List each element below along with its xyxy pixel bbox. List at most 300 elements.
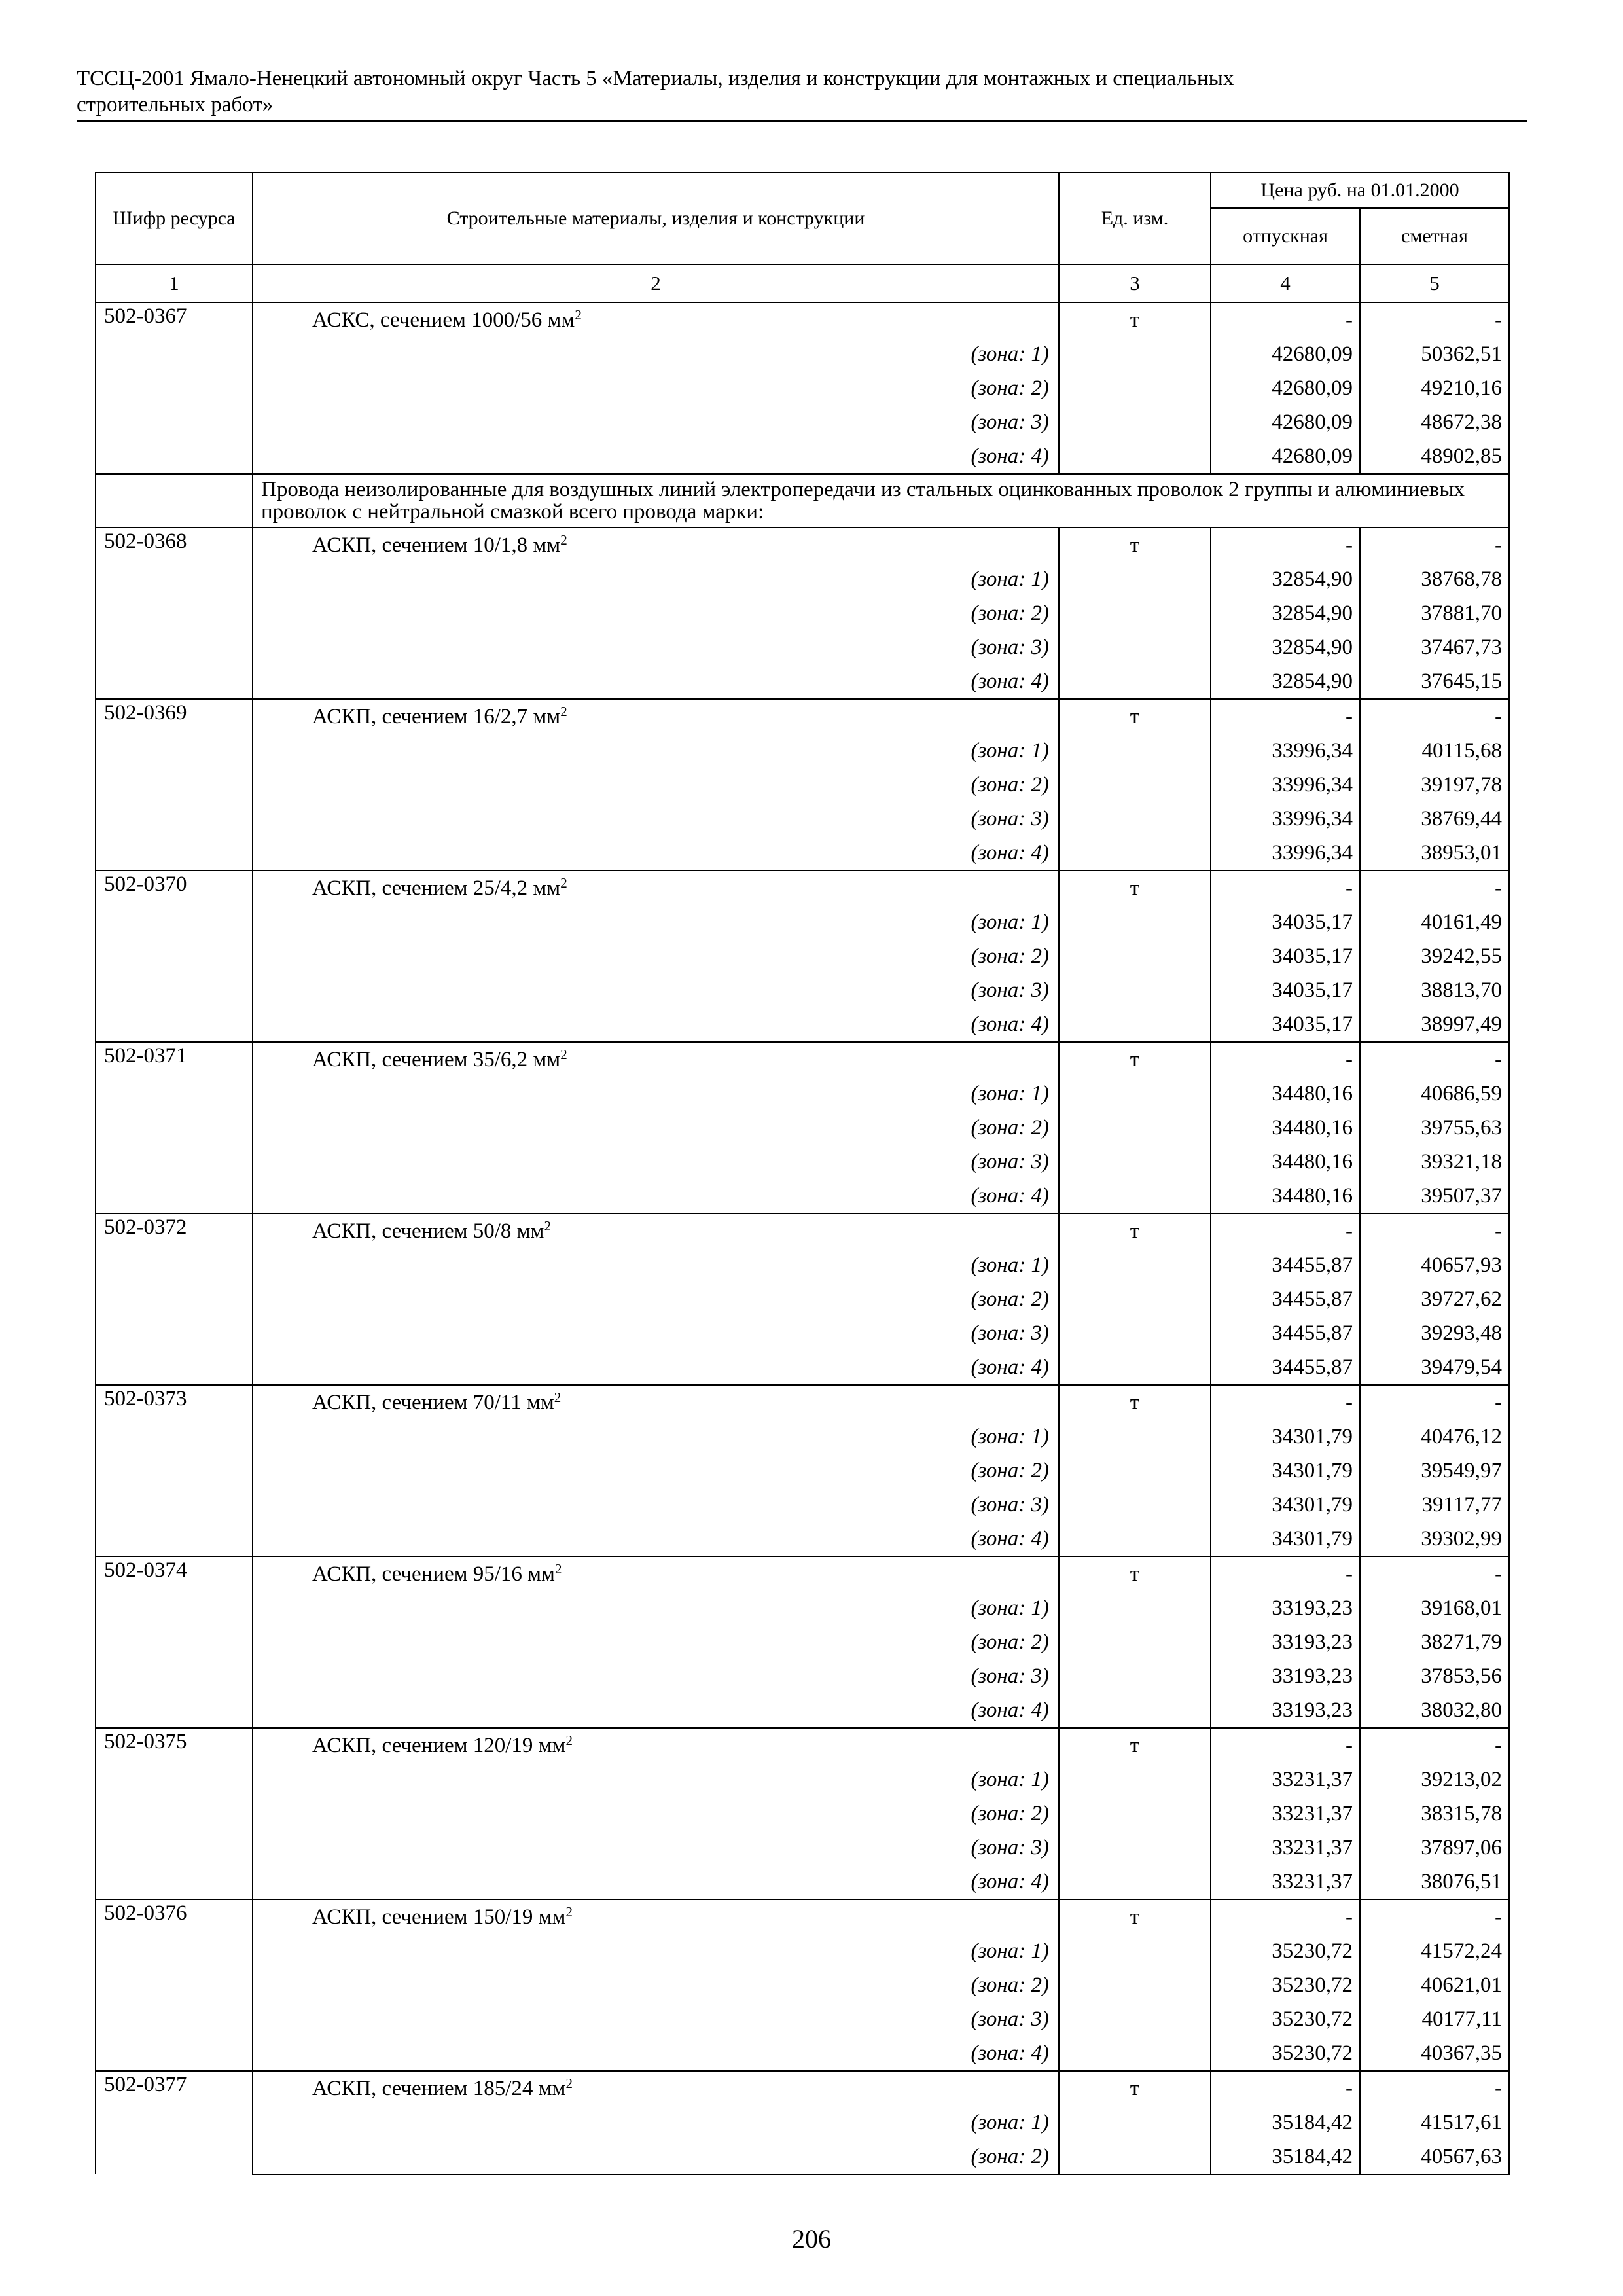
release-price: 33231,37 — [1211, 1797, 1360, 1831]
zone-row — [96, 1693, 1509, 1728]
material-name — [253, 1385, 1059, 1420]
unit-empty — [1059, 768, 1211, 802]
resource-code: 502-0370 — [96, 870, 253, 1042]
unit-empty — [1059, 1659, 1211, 1693]
estimate-price: 38813,70 — [1360, 973, 1509, 1007]
group-row — [96, 474, 1509, 528]
unit-empty — [1059, 2002, 1211, 2036]
table-row — [96, 1556, 1509, 1591]
zone-row — [96, 1488, 1509, 1522]
material-name-text: АСКП, сечением 25/4,2 мм — [312, 876, 561, 900]
zone-label: (зона: 4) — [253, 1007, 1059, 1042]
release-price: - — [1211, 699, 1360, 734]
release-price: 33231,37 — [1211, 1831, 1360, 1865]
release-price: 34455,87 — [1211, 1282, 1360, 1316]
zone-label: (зона: 1) — [253, 337, 1059, 371]
zone-row — [96, 337, 1509, 371]
zone-row — [96, 1145, 1509, 1179]
zone-label: (зона: 2) — [253, 596, 1059, 630]
release-price: 35230,72 — [1211, 2002, 1360, 2036]
release-price: 34301,79 — [1211, 1454, 1360, 1488]
release-price: - — [1211, 1899, 1360, 1934]
zone-row — [96, 1659, 1509, 1693]
release-price: - — [1211, 2071, 1360, 2106]
unit-empty — [1059, 1865, 1211, 1899]
unit-empty — [1059, 664, 1211, 699]
unit-superscript: 2 — [554, 1561, 562, 1577]
release-price: 42680,09 — [1211, 439, 1360, 474]
col-header-price: Цена руб. на 01.01.2000 — [1211, 173, 1509, 208]
release-price: 33996,34 — [1211, 768, 1360, 802]
zone-label: (зона: 1) — [253, 734, 1059, 768]
zone-row — [96, 2140, 1509, 2174]
estimate-price: 49210,16 — [1360, 371, 1509, 405]
zone-label: (зона: 3) — [253, 630, 1059, 664]
estimate-price: 38953,01 — [1360, 836, 1509, 870]
unit-empty — [1059, 1831, 1211, 1865]
release-price: 33996,34 — [1211, 802, 1360, 836]
zone-row — [96, 2002, 1509, 2036]
zone-row — [96, 734, 1509, 768]
zone-row — [96, 2036, 1509, 2071]
estimate-price: 39755,63 — [1360, 1111, 1509, 1145]
unit-empty — [1059, 596, 1211, 630]
release-price: 35184,42 — [1211, 2140, 1360, 2174]
zone-row — [96, 1454, 1509, 1488]
zone-label: (зона: 3) — [253, 1145, 1059, 1179]
material-name-text: АСКП, сечением 150/19 мм — [312, 1905, 566, 1929]
unit-empty — [1059, 1145, 1211, 1179]
estimate-price: - — [1360, 1385, 1509, 1420]
estimate-price: 40621,01 — [1360, 1968, 1509, 2002]
zone-label: (зона: 4) — [253, 439, 1059, 474]
zone-label: (зона: 4) — [253, 1179, 1059, 1213]
unit-superscript: 2 — [575, 307, 582, 323]
resource-code: 502-0375 — [96, 1728, 253, 1899]
estimate-price: 40567,63 — [1360, 2140, 1509, 2174]
release-price: 33231,37 — [1211, 1763, 1360, 1797]
material-name — [253, 1213, 1059, 1248]
unit-empty — [1059, 802, 1211, 836]
unit-empty — [1059, 1625, 1211, 1659]
release-price: 34035,17 — [1211, 939, 1360, 973]
release-price: 34480,16 — [1211, 1145, 1360, 1179]
estimate-price: - — [1360, 1556, 1509, 1591]
release-price: 33996,34 — [1211, 734, 1360, 768]
zone-row — [96, 1797, 1509, 1831]
zone-label: (зона: 4) — [253, 1522, 1059, 1556]
unit-empty — [1059, 1591, 1211, 1625]
unit-empty — [1059, 1934, 1211, 1968]
estimate-price: 39293,48 — [1360, 1316, 1509, 1350]
estimate-price: 39117,77 — [1360, 1488, 1509, 1522]
release-price: 34035,17 — [1211, 1007, 1360, 1042]
zone-row — [96, 405, 1509, 439]
unit-superscript: 2 — [560, 704, 567, 719]
zone-row — [96, 1522, 1509, 1556]
zone-label: (зона: 2) — [253, 939, 1059, 973]
unit-empty — [1059, 630, 1211, 664]
zone-row — [96, 905, 1509, 939]
price-table — [95, 172, 1510, 2175]
estimate-price: 38315,78 — [1360, 1797, 1509, 1831]
release-price: - — [1211, 870, 1360, 905]
zone-row — [96, 1007, 1509, 1042]
estimate-price: 40657,93 — [1360, 1248, 1509, 1282]
zone-row — [96, 1420, 1509, 1454]
unit-superscript: 2 — [544, 1218, 551, 1234]
estimate-price: 40177,11 — [1360, 2002, 1509, 2036]
estimate-price: 39507,37 — [1360, 1179, 1509, 1213]
zone-label: (зона: 3) — [253, 1659, 1059, 1693]
zone-row — [96, 562, 1509, 596]
release-price: 33193,23 — [1211, 1659, 1360, 1693]
table-row — [96, 1385, 1509, 1420]
release-price: 34301,79 — [1211, 1420, 1360, 1454]
group-code-empty — [96, 474, 253, 528]
zone-label: (зона: 2) — [253, 371, 1059, 405]
zone-row — [96, 439, 1509, 474]
unit-empty — [1059, 1522, 1211, 1556]
table-row — [96, 1899, 1509, 1934]
release-price: - — [1211, 1385, 1360, 1420]
unit-empty — [1059, 1111, 1211, 1145]
release-price: 42680,09 — [1211, 405, 1360, 439]
material-name — [253, 1728, 1059, 1763]
unit-empty — [1059, 734, 1211, 768]
estimate-price: 37467,73 — [1360, 630, 1509, 664]
zone-label: (зона: 1) — [253, 905, 1059, 939]
zone-label: (зона: 4) — [253, 1693, 1059, 1728]
estimate-price: 40161,49 — [1360, 905, 1509, 939]
unit-superscript: 2 — [565, 2075, 573, 2091]
release-price: 34480,16 — [1211, 1111, 1360, 1145]
zone-label: (зона: 3) — [253, 802, 1059, 836]
zone-row — [96, 1179, 1509, 1213]
zone-label: (зона: 1) — [253, 1420, 1059, 1454]
unit: т — [1059, 699, 1211, 734]
zone-label: (зона: 3) — [253, 1316, 1059, 1350]
zone-row — [96, 1968, 1509, 2002]
unit-empty — [1059, 1420, 1211, 1454]
col-number-1: 1 — [96, 264, 253, 302]
unit: т — [1059, 1899, 1211, 1934]
zone-label: (зона: 4) — [253, 836, 1059, 870]
estimate-price: 39302,99 — [1360, 1522, 1509, 1556]
zone-label: (зона: 2) — [253, 2140, 1059, 2174]
unit: т — [1059, 528, 1211, 562]
material-name-text: АСКП, сечением 35/6,2 мм — [312, 1048, 561, 1071]
unit-empty — [1059, 1693, 1211, 1728]
estimate-price: 40476,12 — [1360, 1420, 1509, 1454]
table-row — [96, 870, 1509, 905]
resource-code: 502-0373 — [96, 1385, 253, 1556]
material-name-text: АСКП, сечением 120/19 мм — [312, 1734, 566, 1757]
material-name — [253, 2071, 1059, 2106]
release-price: 35230,72 — [1211, 1934, 1360, 1968]
release-price: 34480,16 — [1211, 1179, 1360, 1213]
estimate-price: 41517,61 — [1360, 2106, 1509, 2140]
unit-empty — [1059, 562, 1211, 596]
unit-empty — [1059, 1282, 1211, 1316]
zone-label: (зона: 2) — [253, 1282, 1059, 1316]
release-price: 32854,90 — [1211, 562, 1360, 596]
unit-empty — [1059, 1248, 1211, 1282]
unit-empty — [1059, 371, 1211, 405]
zone-row — [96, 802, 1509, 836]
release-price: - — [1211, 1728, 1360, 1763]
release-price: 34301,79 — [1211, 1488, 1360, 1522]
release-price: 34480,16 — [1211, 1077, 1360, 1111]
table-row — [96, 528, 1509, 562]
estimate-price: - — [1360, 870, 1509, 905]
zone-label: (зона: 1) — [253, 562, 1059, 596]
unit: т — [1059, 1213, 1211, 1248]
estimate-price: 37853,56 — [1360, 1659, 1509, 1693]
zone-row — [96, 1316, 1509, 1350]
zone-label: (зона: 2) — [253, 1454, 1059, 1488]
group-description: Провода неизолированные для воздушных линий электропередачи из стальных оцинкованных проволок 2 группы и алюминиевых проволок с нейтральной смазкой всего провода марки: — [253, 474, 1509, 528]
zone-row — [96, 1282, 1509, 1316]
estimate-price: - — [1360, 1899, 1509, 1934]
resource-code: 502-0368 — [96, 528, 253, 699]
zone-row — [96, 1763, 1509, 1797]
table-row — [96, 699, 1509, 734]
material-name — [253, 1556, 1059, 1591]
zone-row — [96, 1350, 1509, 1385]
estimate-price: 38768,78 — [1360, 562, 1509, 596]
release-price: 33193,23 — [1211, 1625, 1360, 1659]
release-price: 35184,42 — [1211, 2106, 1360, 2140]
resource-code: 502-0371 — [96, 1042, 253, 1213]
zone-row — [96, 1625, 1509, 1659]
zone-label: (зона: 1) — [253, 1763, 1059, 1797]
release-price: 32854,90 — [1211, 630, 1360, 664]
release-price: 42680,09 — [1211, 371, 1360, 405]
col-header-unit: Ед. изм. — [1059, 173, 1211, 264]
table-row — [96, 302, 1509, 337]
unit-empty — [1059, 905, 1211, 939]
resource-code: 502-0372 — [96, 1213, 253, 1385]
zone-label: (зона: 3) — [253, 1831, 1059, 1865]
estimate-price: 39213,02 — [1360, 1763, 1509, 1797]
table-body — [96, 302, 1509, 2174]
unit-empty — [1059, 1763, 1211, 1797]
release-price: 32854,90 — [1211, 664, 1360, 699]
estimate-price: 37897,06 — [1360, 1831, 1509, 1865]
zone-label: (зона: 2) — [253, 1625, 1059, 1659]
zone-row — [96, 596, 1509, 630]
zone-label: (зона: 2) — [253, 1111, 1059, 1145]
zone-row — [96, 1248, 1509, 1282]
zone-label: (зона: 1) — [253, 2106, 1059, 2140]
material-name-text: АСКП, сечением 10/1,8 мм — [312, 533, 561, 557]
estimate-price: 39197,78 — [1360, 768, 1509, 802]
col-number-4: 4 — [1211, 264, 1360, 302]
unit-superscript: 2 — [560, 875, 567, 891]
unit-empty — [1059, 1350, 1211, 1385]
estimate-price: 39168,01 — [1360, 1591, 1509, 1625]
unit-empty — [1059, 836, 1211, 870]
col-header-estimate: сметная — [1360, 208, 1509, 264]
unit: т — [1059, 1385, 1211, 1420]
unit-empty — [1059, 1316, 1211, 1350]
estimate-price: 40115,68 — [1360, 734, 1509, 768]
zone-row — [96, 1865, 1509, 1899]
release-price: 34035,17 — [1211, 973, 1360, 1007]
release-price: 34455,87 — [1211, 1248, 1360, 1282]
zone-label: (зона: 2) — [253, 768, 1059, 802]
unit-empty — [1059, 939, 1211, 973]
zone-label: (зона: 4) — [253, 1865, 1059, 1899]
unit: т — [1059, 1556, 1211, 1591]
unit-superscript: 2 — [565, 1732, 573, 1748]
estimate-price: 48902,85 — [1360, 439, 1509, 474]
zone-label: (зона: 4) — [253, 664, 1059, 699]
zone-label: (зона: 2) — [253, 1968, 1059, 2002]
release-price: - — [1211, 302, 1360, 337]
estimate-price: 38769,44 — [1360, 802, 1509, 836]
estimate-price: 48672,38 — [1360, 405, 1509, 439]
zone-row — [96, 836, 1509, 870]
estimate-price: - — [1360, 302, 1509, 337]
material-name-text: АСКП, сечением 185/24 мм — [312, 2077, 566, 2100]
zone-row — [96, 630, 1509, 664]
unit-empty — [1059, 1007, 1211, 1042]
material-name-text: АСКП, сечением 95/16 мм — [312, 1562, 555, 1586]
zone-label: (зона: 4) — [253, 2036, 1059, 2071]
page-number: 206 — [792, 2224, 831, 2253]
estimate-price: 38271,79 — [1360, 1625, 1509, 1659]
estimate-price: 39727,62 — [1360, 1282, 1509, 1316]
unit-superscript: 2 — [560, 1047, 567, 1062]
resource-code: 502-0374 — [96, 1556, 253, 1728]
release-price: - — [1211, 1213, 1360, 1248]
release-price: - — [1211, 1556, 1360, 1591]
unit-empty — [1059, 973, 1211, 1007]
estimate-price: 38997,49 — [1360, 1007, 1509, 1042]
unit-empty — [1059, 439, 1211, 474]
estimate-price: 41572,24 — [1360, 1934, 1509, 1968]
unit-empty — [1059, 2036, 1211, 2071]
zone-label: (зона: 3) — [253, 1488, 1059, 1522]
unit-superscript: 2 — [554, 1390, 562, 1405]
unit-empty — [1059, 1968, 1211, 2002]
unit-empty — [1059, 1797, 1211, 1831]
release-price: 34455,87 — [1211, 1316, 1360, 1350]
release-price: 34035,17 — [1211, 905, 1360, 939]
unit-superscript: 2 — [560, 532, 567, 548]
estimate-price: - — [1360, 528, 1509, 562]
table-row — [96, 1042, 1509, 1077]
col-header-code: Шифр ресурса — [96, 173, 253, 264]
release-price: 35230,72 — [1211, 1968, 1360, 2002]
release-price: - — [1211, 528, 1360, 562]
estimate-price: 40367,35 — [1360, 2036, 1509, 2071]
estimate-price: 40686,59 — [1360, 1077, 1509, 1111]
col-header-release: отпускная — [1211, 208, 1360, 264]
release-price: 33193,23 — [1211, 1591, 1360, 1625]
zone-row — [96, 664, 1509, 699]
unit: т — [1059, 1728, 1211, 1763]
release-price: 34455,87 — [1211, 1350, 1360, 1385]
estimate-price: 37881,70 — [1360, 596, 1509, 630]
release-price: 34301,79 — [1211, 1522, 1360, 1556]
zone-row — [96, 1831, 1509, 1865]
unit-empty — [1059, 1179, 1211, 1213]
zone-row — [96, 1934, 1509, 1968]
col-number-5: 5 — [1360, 264, 1509, 302]
material-name-text: АСКП, сечением 16/2,7 мм — [312, 705, 561, 728]
zone-row — [96, 973, 1509, 1007]
material-name — [253, 528, 1059, 562]
zone-label: (зона: 1) — [253, 1591, 1059, 1625]
estimate-price: - — [1360, 1042, 1509, 1077]
zone-row — [96, 939, 1509, 973]
unit: т — [1059, 2071, 1211, 2106]
zone-row — [96, 2106, 1509, 2140]
estimate-price: 39321,18 — [1360, 1145, 1509, 1179]
release-price: 32854,90 — [1211, 596, 1360, 630]
material-name-text: АСКС, сечением 1000/56 мм — [312, 308, 575, 332]
col-number-2: 2 — [253, 264, 1059, 302]
unit-empty — [1059, 2140, 1211, 2174]
resource-code: 502-0367 — [96, 302, 253, 474]
resource-code: 502-0369 — [96, 699, 253, 870]
header-line-2: строительных работ» — [77, 93, 274, 117]
estimate-price: 50362,51 — [1360, 337, 1509, 371]
zone-label: (зона: 2) — [253, 1797, 1059, 1831]
estimate-price: - — [1360, 1213, 1509, 1248]
estimate-price: 39242,55 — [1360, 939, 1509, 973]
unit: т — [1059, 302, 1211, 337]
estimate-price: - — [1360, 1728, 1509, 1763]
material-name-text: АСКП, сечением 50/8 мм — [312, 1219, 544, 1243]
release-price: 33193,23 — [1211, 1693, 1360, 1728]
release-price: 33996,34 — [1211, 836, 1360, 870]
material-name-text: АСКП, сечением 70/11 мм — [312, 1391, 554, 1414]
estimate-price: 39549,97 — [1360, 1454, 1509, 1488]
zone-row — [96, 371, 1509, 405]
estimate-price: - — [1360, 2071, 1509, 2106]
unit: т — [1059, 1042, 1211, 1077]
material-name — [253, 699, 1059, 734]
zone-row — [96, 1077, 1509, 1111]
release-price: - — [1211, 1042, 1360, 1077]
unit-empty — [1059, 1077, 1211, 1111]
material-name — [253, 870, 1059, 905]
zone-row — [96, 1591, 1509, 1625]
zone-label: (зона: 3) — [253, 973, 1059, 1007]
resource-code: 502-0376 — [96, 1899, 253, 2071]
col-header-name: Строительные материалы, изделия и конструкции — [253, 173, 1059, 264]
table-row — [96, 2071, 1509, 2106]
table-row — [96, 1213, 1509, 1248]
unit-empty — [1059, 337, 1211, 371]
zone-label: (зона: 3) — [253, 2002, 1059, 2036]
unit: т — [1059, 870, 1211, 905]
zone-label: (зона: 4) — [253, 1350, 1059, 1385]
release-price: 33231,37 — [1211, 1865, 1360, 1899]
material-name — [253, 302, 1059, 337]
material-name — [253, 1899, 1059, 1934]
material-name — [253, 1042, 1059, 1077]
header-line-1: ТССЦ-2001 Ямало-Ненецкий автономный округ Часть 5 «Материалы, изделия и конструкции для монтажных и специальных — [77, 67, 1234, 90]
unit-empty — [1059, 405, 1211, 439]
estimate-price: - — [1360, 699, 1509, 734]
document-header — [77, 65, 1527, 122]
release-price: 42680,09 — [1211, 337, 1360, 371]
